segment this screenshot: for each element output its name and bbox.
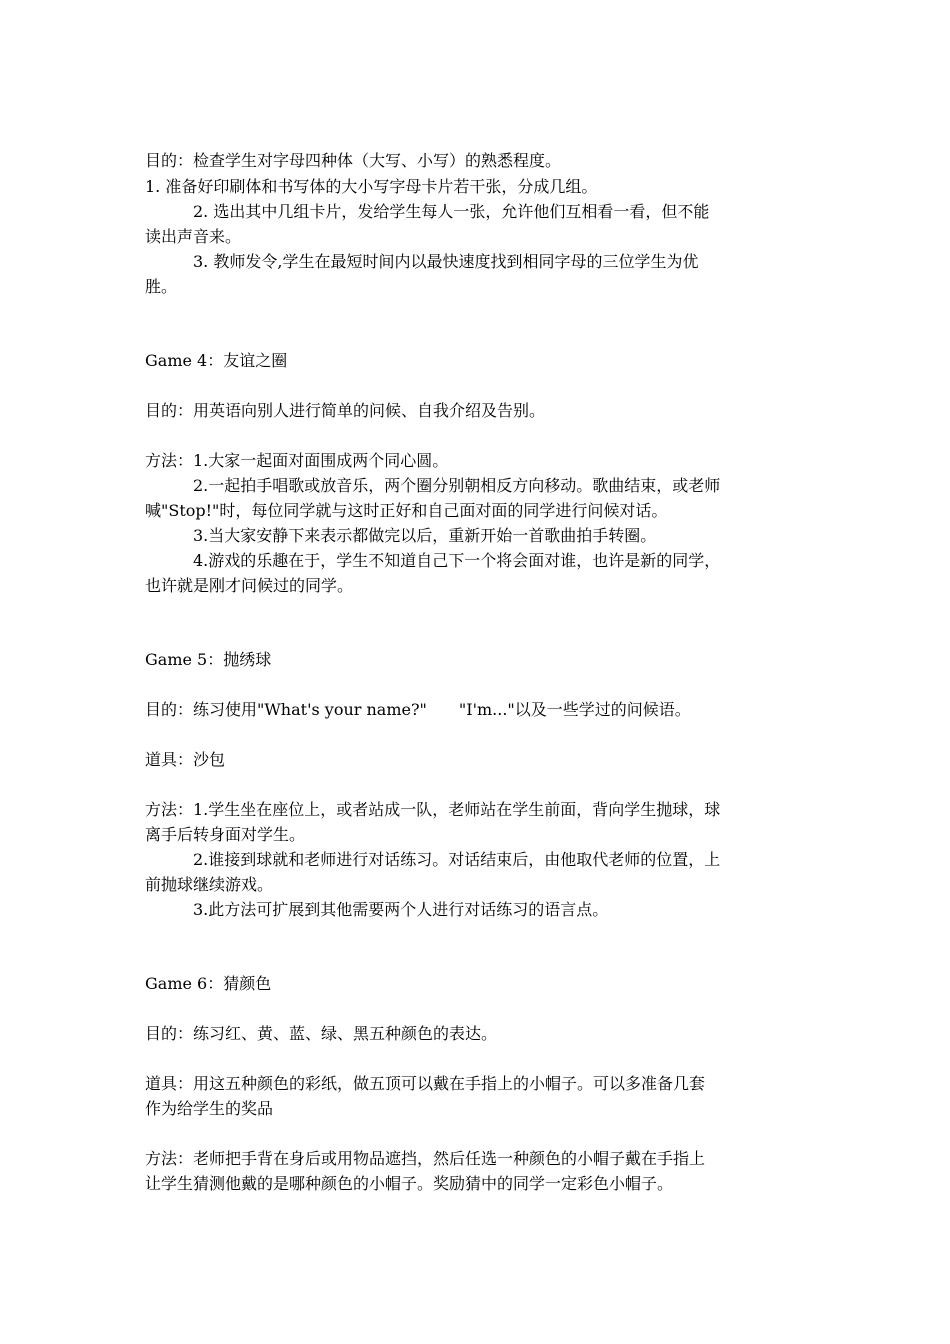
game4-purpose: 目的：用英语向别人进行简单的问候、自我介绍及告别。	[145, 401, 546, 420]
game5-method-1-cont: 离手后转身面对学生。	[145, 825, 306, 844]
game5-method-3: 3.此方法可扩展到其他需要两个人进行对话练习的语言点。	[193, 900, 609, 919]
game4-method-3: 3.当大家安静下来表示都做完以后，重新开始一首歌曲拍手转圈。	[193, 526, 657, 545]
game3-step-2-cont: 读出声音来。	[145, 227, 242, 246]
game4-method-4-cont: 也许就是刚才问候过的同学。	[145, 576, 354, 595]
game4-method-2: 2.一起拍手唱歌或放音乐，两个圈分别朝相反方向移动。歌曲结束，或老师	[193, 476, 721, 495]
game6-props: 道具：用这五种颜色的彩纸，做五顶可以戴在手指上的小帽子。可以多准备几套	[145, 1074, 706, 1093]
game3-step-1: 1. 准备好印刷体和书写体的大小写字母卡片若干张，分成几组。	[145, 177, 598, 196]
game5-props: 道具：沙包	[145, 750, 226, 769]
game6-props-cont: 作为给学生的奖品	[145, 1099, 274, 1118]
game5-method-2: 2.谁接到球就和老师进行对话练习。对话结束后，由他取代老师的位置，上	[193, 850, 721, 869]
game4-method-4: 4.游戏的乐趣在于，学生不知道自己下一个将会面对谁，也许是新的同学，	[193, 551, 721, 570]
game6-method: 方法：老师把手背在身后或用物品遮挡，然后任选一种颜色的小帽子戴在手指上	[145, 1149, 706, 1168]
game6-purpose: 目的：练习红、黄、蓝、绿、黑五种颜色的表达。	[145, 1024, 498, 1043]
game3-step-2: 2. 选出其中几组卡片，发给学生每人一张，允许他们互相看一看，但不能	[193, 202, 710, 221]
game6-title: Game 6：猜颜色	[145, 974, 272, 993]
game3-purpose: 目的：检查学生对字母四种体（大写、小写）的熟悉程度。	[145, 151, 562, 170]
game4-method-1: 方法：1.大家一起面对面围成两个同心圆。	[145, 451, 449, 470]
game5-method-1: 方法：1.学生坐在座位上，或者站成一队，老师站在学生前面，背向学生抛球，球	[145, 800, 721, 819]
game4-method-2-cont: 喊"Stop!"时，每位同学就与这时正好和自己面对面的同学进行问候对话。	[145, 501, 668, 520]
game3-step-3-cont: 胜。	[145, 277, 178, 296]
game5-method-2-cont: 前抛球继续游戏。	[145, 875, 274, 894]
game5-title: Game 5：抛绣球	[145, 650, 272, 669]
game3-step-3: 3. 教师发令,学生在最短时间内以最快速度找到相同字母的三位学生为优	[193, 252, 699, 271]
game6-method-cont: 让学生猜测他戴的是哪种颜色的小帽子。奖励猜中的同学一定彩色小帽子。	[145, 1174, 674, 1193]
game4-title: Game 4：友谊之圈	[145, 351, 288, 370]
game5-purpose: 目的：练习使用"What's your name?" "I'm..."以及一些学过的问候语。	[145, 700, 691, 719]
